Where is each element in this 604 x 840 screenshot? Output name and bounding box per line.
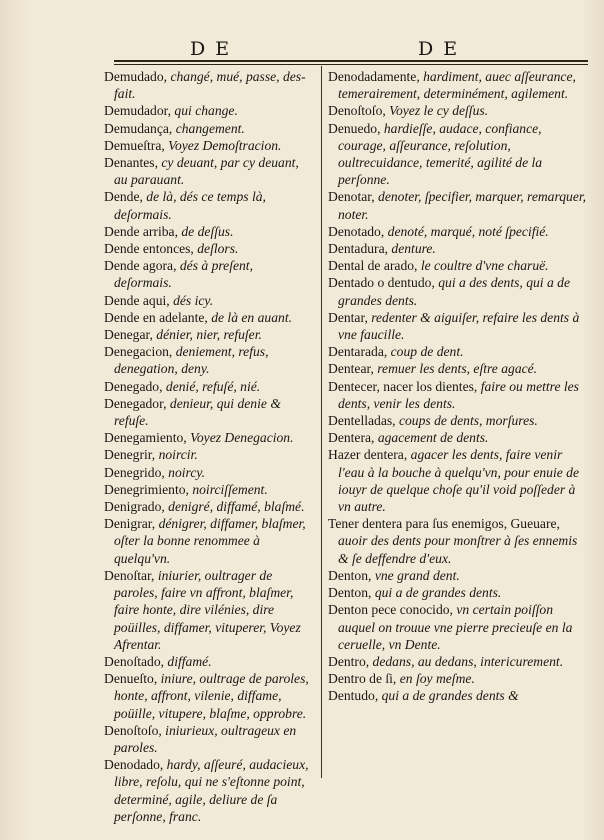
entry-headword: Denton pece conocido,	[328, 602, 453, 618]
dictionary-entry	[104, 102, 314, 119]
entry-definition: remuer les dents, eſtre agacé.	[373, 361, 538, 377]
dictionary-entry	[104, 481, 314, 498]
entry-headword: Denegamiento,	[104, 430, 187, 446]
entry-headword: Dentudo,	[328, 688, 379, 704]
dictionary-entry	[104, 292, 314, 309]
entry-headword: Denuedo,	[328, 120, 381, 136]
entry-definition: Voyez Denegacion.	[186, 430, 294, 446]
entry-definition: dénier, nier, refuſer.	[152, 327, 262, 343]
entry-headword: Denegar,	[104, 327, 153, 343]
entry-headword: Denton,	[328, 585, 372, 601]
entry-definition: auoir des dents pour monſtrer à ſes ennemis & ſe deffendre d'eux.	[338, 533, 578, 566]
dictionary-entry	[104, 137, 314, 154]
entry-definition: qui a de grandes dents &	[378, 688, 519, 704]
dictionary-entry	[328, 120, 590, 189]
entry-definition: denoté, marqué, noté ſpecifié.	[384, 223, 549, 239]
entry-definition: deniement, refus, denegation, deny.	[114, 344, 269, 377]
entry-headword: Denegador,	[104, 395, 167, 411]
dictionary-entry	[328, 584, 590, 601]
entry-definition: vne grand dent.	[371, 567, 460, 583]
entry-definition: noircy.	[164, 464, 206, 480]
dictionary-entry	[328, 567, 590, 584]
entry-headword: Demudança,	[104, 120, 173, 136]
dictionary-entry	[104, 653, 314, 670]
entry-definition: dés à preſent, deſormais.	[114, 258, 253, 291]
entry-headword: Denotado,	[328, 223, 385, 239]
dictionary-entry	[104, 378, 314, 395]
dictionary-entry	[328, 343, 590, 360]
entry-definition: qui a des dents, qui a de grandes dents.	[338, 275, 571, 308]
entry-headword: Denegado,	[104, 378, 163, 394]
dictionary-entry	[328, 446, 590, 515]
entry-definition: hardiment, auec aſſeurance, temerairement, determinément, agilement.	[338, 69, 576, 102]
entry-headword: Dende aqui,	[104, 292, 170, 308]
entry-definition: noircir.	[155, 447, 198, 463]
entry-definition: qui a de grandes dents.	[371, 585, 502, 601]
entry-headword: Hazer dentera,	[328, 447, 408, 463]
entry-headword: Denegrimiento,	[104, 481, 189, 497]
entry-definition: hardy, aſſeuré, audacieux, libre, reſolu, qui ne s'eſtonne point, determiné, agile, deliure de ſa perſonne, franc.	[114, 757, 309, 824]
entry-headword: Demudado,	[104, 69, 168, 84]
entry-headword: Denigrado,	[104, 499, 165, 515]
dictionary-entry	[104, 670, 314, 722]
dictionary-entry	[104, 464, 314, 481]
entry-headword: Dentera,	[328, 430, 375, 446]
dictionary-entry	[104, 188, 314, 222]
entry-headword: Denoſtoſo,	[328, 103, 386, 119]
entry-definition: hardieſſe, audace, confiance, courage, aſſeurance, reſolution, oultrecuidance, temerité, agilité de la perſonne.	[338, 120, 543, 188]
entry-definition: de là, dés ce temps là, deſormais.	[114, 189, 266, 222]
entry-headword: Dentro,	[328, 653, 370, 669]
entry-definition: denigré, diffamé, blaſmé.	[164, 499, 305, 515]
entry-headword: Dende,	[104, 189, 143, 205]
dictionary-entry	[104, 257, 314, 291]
entry-definition: coup de dent.	[387, 344, 464, 360]
entry-definition: changement.	[172, 120, 245, 136]
dictionary-entry	[104, 515, 314, 567]
entry-definition: redenter & aiguiſer, refaire les dents à vne faucille.	[338, 309, 580, 343]
entry-headword: Dentarada,	[328, 344, 388, 360]
dictionary-entry	[104, 223, 314, 240]
entry-definition: noirciſſement.	[188, 481, 268, 497]
dictionary-entry	[328, 687, 590, 704]
dictionary-entry	[328, 653, 590, 670]
entry-headword: Denton,	[328, 567, 372, 583]
entry-definition: qui change.	[171, 103, 238, 119]
dictionary-entry	[328, 601, 590, 653]
entry-headword: Denodado,	[104, 757, 164, 773]
dictionary-entry	[104, 154, 314, 188]
entry-headword: Demudador,	[104, 103, 172, 119]
entry-definition: iniurier, oultrager de paroles, faire vn affront, blaſmer, faire honte, dire vilénies, dire poüilles, diffamer, vituperer, Voyez Afrentar.	[114, 567, 301, 652]
dictionary-entry	[328, 429, 590, 446]
entry-definition: diffamé.	[164, 653, 212, 669]
entry-definition: agacer les dents, faire venir l'eau à la bouche à quelqu'vn, pour enuie de iouyr de quelque choſe qu'il void poſſeder à vn autre.	[338, 447, 580, 515]
entry-headword: Denodadamente,	[328, 69, 420, 84]
entry-headword: Dentado o dentudo,	[328, 275, 435, 291]
dictionary-entry	[328, 515, 590, 567]
dictionary-entry	[328, 257, 590, 274]
entry-headword: Dentro de ſi,	[328, 671, 397, 687]
entry-headword: Dental de arado,	[328, 258, 418, 274]
entry-headword: Denoſtado,	[104, 653, 165, 669]
entry-headword: Dentecer, nacer los dientes,	[328, 378, 478, 394]
dictionary-entry	[104, 429, 314, 446]
entry-headword: Denueſto,	[104, 671, 158, 687]
entry-definition: iniure, oultrage de paroles, honte, affront, vilenie, diffame, poüille, vitupere, blaſme, opprobre.	[114, 671, 309, 721]
column-divider	[321, 66, 322, 778]
dictionary-entry	[104, 567, 314, 653]
entry-definition: Voyez le cy deſſus.	[385, 103, 489, 119]
dictionary-entry	[328, 240, 590, 257]
entry-headword: Denegrido,	[104, 464, 165, 480]
entry-headword: Dende en adelante,	[104, 309, 208, 325]
dictionary-entry	[328, 68, 590, 102]
dictionary-entry	[328, 102, 590, 119]
entry-definition: le coultre d'vne charuë.	[417, 258, 549, 274]
entry-headword: Denoſtar,	[104, 567, 155, 583]
entry-headword: Dentelladas,	[328, 413, 396, 429]
entry-definition: en ſoy meſme.	[396, 671, 475, 687]
dictionary-entry	[104, 756, 314, 825]
dictionary-entry	[104, 326, 314, 343]
entry-headword: Dende entonces,	[104, 241, 194, 257]
entry-headword: Dentadura,	[328, 241, 389, 257]
dictionary-entry	[328, 188, 590, 222]
entry-headword: Dentear,	[328, 361, 374, 377]
entry-definition: dénigrer, diffamer, blaſmer, oſter la bonne renommee à quelqu'vn.	[114, 516, 306, 566]
entry-headword: Denegrir,	[104, 447, 156, 463]
dictionary-entry	[328, 274, 590, 308]
header-rule	[114, 60, 588, 65]
dictionary-entry	[328, 309, 590, 343]
running-header-right: D E	[418, 38, 460, 60]
entry-definition: Voyez Demoſtracion.	[164, 137, 282, 153]
dictionary-entry	[104, 395, 314, 429]
entry-definition: faire ou mettre les dents, venir les dents.	[338, 378, 579, 411]
entry-headword: Demueſtra,	[104, 137, 165, 153]
left-column	[104, 68, 314, 825]
entry-headword: Denegacion,	[104, 344, 173, 360]
entry-definition: denoter, ſpecifier, marquer, remarquer, noter.	[338, 189, 587, 222]
entry-definition: denié, refuſé, nié.	[162, 378, 261, 394]
dictionary-entry	[104, 446, 314, 463]
entry-definition: vn certain poiſſon auquel on trouue vne pierre precieuſe en la ceruelle, vn Dente.	[338, 602, 573, 652]
entry-definition: deſlors.	[193, 241, 239, 257]
entry-definition: dés icy.	[169, 292, 214, 308]
entry-headword: Denotar,	[328, 189, 375, 205]
dictionary-entry	[328, 360, 590, 377]
entry-definition: de deſſus.	[177, 223, 234, 239]
entry-headword: Dentar,	[328, 309, 368, 325]
entry-definition: denture.	[388, 241, 436, 257]
entry-headword: Denoſtoſo,	[104, 722, 162, 738]
dictionary-entry	[104, 722, 314, 756]
entry-definition: agacement de dents.	[374, 430, 489, 446]
dictionary-entry	[104, 343, 314, 377]
entry-definition: de là en auant.	[207, 309, 292, 325]
entry-definition: changé, mué, passe, des-fait.	[114, 69, 306, 102]
entry-definition: denieur, qui denie & refuſe.	[114, 395, 281, 429]
dictionary-entry	[104, 309, 314, 326]
entry-headword: Denigrar,	[104, 516, 156, 532]
entry-headword: Denantes,	[104, 155, 158, 171]
entry-headword: Dende agora,	[104, 258, 177, 274]
dictionary-entry	[328, 412, 590, 429]
dictionary-entry	[328, 223, 590, 240]
entry-definition: coups de dents, morſures.	[395, 413, 538, 429]
dictionary-entry	[104, 68, 314, 102]
entry-definition: dedans, au dedans, intericurement.	[369, 653, 564, 669]
dictionary-entry	[104, 120, 314, 137]
entry-headword: Tener dentera para ſus enemigos, Gueuare,	[328, 516, 560, 532]
entry-definition: iniurieux, oultrageux en paroles.	[114, 722, 297, 755]
dictionary-entry	[104, 498, 314, 515]
entry-headword: Dende arriba,	[104, 223, 178, 239]
dictionary-entry	[328, 378, 590, 412]
dictionary-entry	[104, 240, 314, 257]
right-column	[328, 68, 590, 705]
dictionary-entry	[328, 670, 590, 687]
entry-definition: cy deuant, par cy deuant, au parauant.	[114, 155, 299, 188]
running-header-left: D E	[190, 38, 232, 60]
